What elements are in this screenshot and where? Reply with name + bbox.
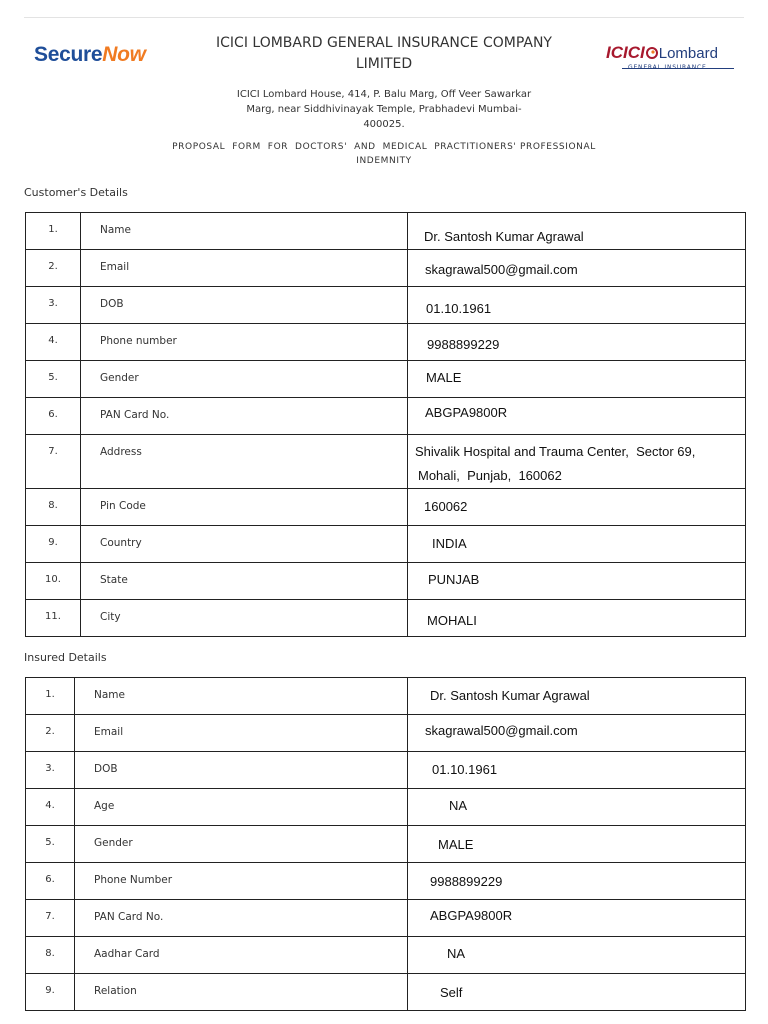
value-text: Self <box>440 985 463 1000</box>
company-address <box>225 87 543 132</box>
field-label: Name <box>75 678 408 715</box>
field-value <box>408 715 746 752</box>
row-number: 3. <box>26 287 81 324</box>
field-value <box>408 361 746 398</box>
field-label: Email <box>75 715 408 752</box>
row-number: 1. <box>26 213 81 250</box>
field-label: Relation <box>75 974 408 1011</box>
field-label: PAN Card No. <box>75 900 408 937</box>
value-text: 9988899229 <box>430 874 503 889</box>
field-label: State <box>81 563 408 600</box>
field-value <box>408 900 746 937</box>
field-label: Gender <box>75 826 408 863</box>
row-number: 8. <box>26 937 75 974</box>
field-label: Email <box>81 250 408 287</box>
table-row <box>26 900 746 937</box>
table-row <box>26 974 746 1011</box>
field-value <box>408 863 746 900</box>
icici-swoosh-icon <box>646 47 658 59</box>
table-row <box>26 563 746 600</box>
row-number: 5. <box>26 826 75 863</box>
row-number: 4. <box>26 789 75 826</box>
field-label: City <box>81 600 408 637</box>
field-label: Name <box>81 213 408 250</box>
company-name <box>200 33 568 75</box>
field-value <box>408 287 746 324</box>
logo-tagline: GENERAL INSURANCE <box>628 64 707 71</box>
field-label: Address <box>81 435 408 489</box>
field-value <box>408 489 746 526</box>
table-row <box>26 213 746 250</box>
value-text: NA <box>449 798 468 813</box>
table-row <box>26 937 746 974</box>
field-label: Age <box>75 789 408 826</box>
table-row <box>26 600 746 637</box>
table-row <box>26 752 746 789</box>
row-number: 7. <box>26 435 81 489</box>
value-text: MALE <box>438 837 474 852</box>
field-value <box>408 398 746 435</box>
field-value <box>408 678 746 715</box>
row-number: 3. <box>26 752 75 789</box>
table-row <box>26 361 746 398</box>
field-value <box>408 324 746 361</box>
address-line1: ICICI Lombard House, 414, P. Balu Marg, Off Veer Sawarkar <box>236 89 532 100</box>
field-label: Pin Code <box>81 489 408 526</box>
logo-secure-text: Secure <box>34 43 103 66</box>
address-value-line1: Shivalik Hospital and Trauma Center, Sector 69, <box>415 444 696 459</box>
table-row <box>26 826 746 863</box>
row-number: 7. <box>26 900 75 937</box>
row-number: 10. <box>26 563 81 600</box>
field-value <box>408 435 746 489</box>
row-number: 8. <box>26 489 81 526</box>
insured-details-table <box>25 677 746 1011</box>
field-value <box>408 250 746 287</box>
row-number: 9. <box>26 526 81 563</box>
value-text: skagrawal500@gmail.com <box>425 723 578 738</box>
field-value <box>408 826 746 863</box>
value-text: 01.10.1961 <box>432 762 498 777</box>
field-value <box>408 600 746 637</box>
field-label: Phone number <box>81 324 408 361</box>
field-value <box>408 752 746 789</box>
row-number: 2. <box>26 715 75 752</box>
value-text: NA <box>447 946 466 961</box>
form-title-line1: PROPOSAL FORM FOR DOCTORS' AND MEDICAL PRACTITIONERS' PROFESSIONAL <box>172 142 596 152</box>
icici-lombard-logo <box>606 43 738 75</box>
field-label: Country <box>81 526 408 563</box>
logo-lombard-text: Lombard <box>658 45 718 62</box>
logo-now-text: Now <box>102 43 146 66</box>
insured-details-heading: Insured Details <box>24 651 107 664</box>
field-value <box>408 789 746 826</box>
row-number: 1. <box>26 678 75 715</box>
value-text: 160062 <box>424 499 468 514</box>
company-name-line1: ICICI LOMBARD GENERAL INSURANCE COMPANY <box>216 35 552 51</box>
field-label: DOB <box>81 287 408 324</box>
field-value <box>408 563 746 600</box>
securenow-logo <box>34 43 146 67</box>
row-number: 6. <box>26 863 75 900</box>
field-label: PAN Card No. <box>81 398 408 435</box>
row-number: 6. <box>26 398 81 435</box>
logo-icici-text: ICICI <box>606 43 645 62</box>
table-row <box>26 789 746 826</box>
table-row <box>26 324 746 361</box>
field-value <box>408 937 746 974</box>
value-text: skagrawal500@gmail.com <box>425 262 578 277</box>
row-number: 9. <box>26 974 75 1011</box>
table-row <box>26 250 746 287</box>
table-row <box>26 435 746 489</box>
form-title-line2: INDEMNITY <box>356 156 412 166</box>
value-text: MOHALI <box>427 613 477 628</box>
value-text: Dr. Santosh Kumar Agrawal <box>430 688 590 703</box>
company-name-line2: LIMITED <box>355 56 413 72</box>
row-number: 5. <box>26 361 81 398</box>
value-text: PUNJAB <box>428 572 480 587</box>
table-row <box>26 398 746 435</box>
icici-lombard-brand <box>606 43 718 63</box>
top-rule <box>24 17 744 18</box>
table-row <box>26 287 746 324</box>
table-row <box>26 526 746 563</box>
row-number: 2. <box>26 250 81 287</box>
value-text: ABGPA9800R <box>430 908 513 923</box>
field-label: Gender <box>81 361 408 398</box>
field-value <box>408 526 746 563</box>
address-value-line2: Mohali, Punjab, 160062 <box>418 468 562 483</box>
row-number: 11. <box>26 600 81 637</box>
field-value <box>408 974 746 1011</box>
value-text: 01.10.1961 <box>426 301 492 316</box>
form-title <box>170 140 598 168</box>
table-row <box>26 678 746 715</box>
value-text: 9988899229 <box>427 337 500 352</box>
field-label: DOB <box>75 752 408 789</box>
field-value <box>408 213 746 250</box>
field-label: Aadhar Card <box>75 937 408 974</box>
address-line3: 400025. <box>363 119 405 130</box>
customer-details-table <box>25 212 746 637</box>
customer-details-heading: Customer's Details <box>24 186 128 199</box>
table-row <box>26 715 746 752</box>
value-text: MALE <box>426 370 462 385</box>
value-text: ABGPA9800R <box>425 405 508 420</box>
value-text: INDIA <box>432 536 467 551</box>
row-number: 4. <box>26 324 81 361</box>
table-row <box>26 863 746 900</box>
field-label: Phone Number <box>75 863 408 900</box>
address-line2: Marg, near Siddhivinayak Temple, Prabhadevi Mumbai- <box>246 104 522 115</box>
value-text: Dr. Santosh Kumar Agrawal <box>424 229 584 244</box>
table-row <box>26 489 746 526</box>
